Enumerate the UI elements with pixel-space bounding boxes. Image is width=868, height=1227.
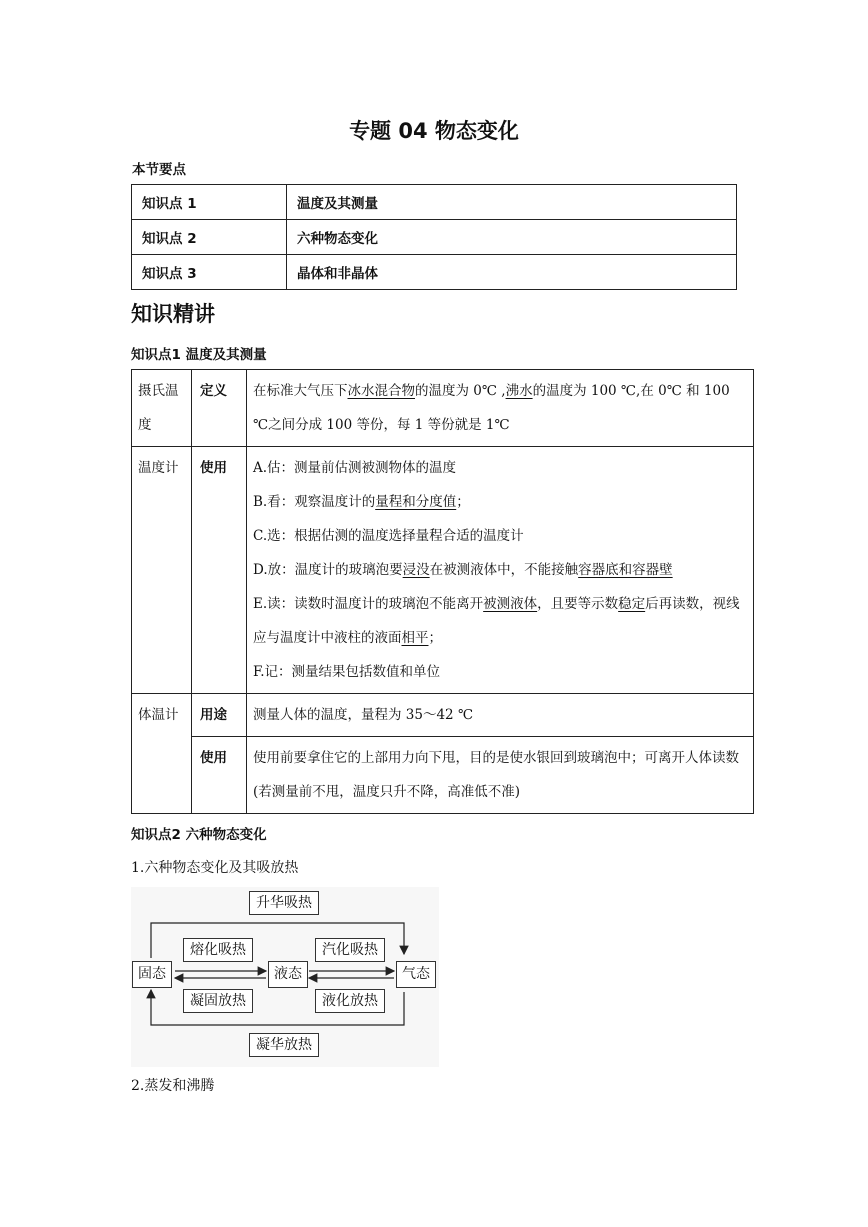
text-line: F.记：测量结果包括数值和单位: [253, 664, 441, 680]
sub-cell: 定义: [192, 370, 247, 447]
text-line: A.估：测量前估测被测物体的温度: [253, 460, 457, 476]
vaporization-label: 汽化吸热: [315, 938, 385, 962]
content-cell: 使用前要拿住它的上部用力向下甩，目的是使水银回到玻璃泡中；可离开人体读数(若测量前不甩，温度只升不降，高准低不准): [247, 737, 754, 814]
table-row: [132, 694, 754, 737]
text-line: E.读：读数时温度计的玻璃泡不能离开被测液体，且要等示数稳定后再读数，视线应与温度计中液柱的液面相平；: [253, 596, 740, 646]
content-cell: 在标准大气压下冰水混合物的温度为 0℃ ,沸水的温度为 100 ℃,在 0℃ 和 100 ℃之间分成 100 等份，每 1 等份就是 1℃: [247, 370, 754, 447]
key-point-topic: 温度及其测量: [287, 185, 737, 220]
liquid-state: 液态: [268, 961, 308, 988]
category-cell: 温度计: [132, 447, 192, 694]
solid-state: 固态: [132, 961, 172, 988]
text-line: B.看：观察温度计的量程和分度值；: [253, 494, 470, 510]
phase-change-diagram: [131, 887, 439, 1067]
table-row: [132, 185, 737, 220]
text-line: D.放：温度计的玻璃泡要浸没在被测液体中，不能接触容器底和容器壁: [253, 562, 673, 578]
text-line: C.选：根据估测的温度选择量程合适的温度计: [253, 528, 524, 544]
table-row: [132, 370, 754, 447]
k1-heading: 知识点1 温度及其测量: [131, 347, 267, 363]
content-cell: 测量人体的温度，量程为 35～42 ℃: [247, 694, 754, 737]
key-point-label: 知识点 3: [132, 255, 287, 290]
liquefaction-label: 液化放热: [315, 989, 385, 1013]
key-point-label: 知识点 2: [132, 220, 287, 255]
k2-heading: 知识点2 六种物态变化: [131, 827, 267, 843]
category-cell: 体温计: [132, 694, 192, 814]
key-point-topic: 六种物态变化: [287, 220, 737, 255]
key-points-table: [131, 184, 737, 290]
content-cell: [247, 447, 754, 694]
sub-cell: 用途: [192, 694, 247, 737]
freezing-label: 凝固放热: [183, 989, 253, 1013]
key-points-heading: 本节要点: [132, 162, 186, 178]
k2-item-2: 2.蒸发和沸腾: [131, 1078, 215, 1094]
gas-state: 气态: [396, 961, 436, 988]
k2-item-1: 1.六种物态变化及其吸放热: [131, 860, 299, 876]
key-point-topic: 晶体和非晶体: [287, 255, 737, 290]
melting-label: 熔化吸热: [183, 938, 253, 962]
sublimation-label: 升华吸热: [249, 891, 319, 915]
sub-cell: 使用: [192, 447, 247, 694]
table-row: [132, 737, 754, 814]
table-row: [132, 220, 737, 255]
sub-cell: 使用: [192, 737, 247, 814]
table-row: [132, 447, 754, 694]
table-row: [132, 255, 737, 290]
key-point-label: 知识点 1: [132, 185, 287, 220]
deposition-label: 凝华放热: [249, 1033, 319, 1057]
section-heading: 知识精讲: [131, 302, 215, 326]
category-cell: 摄氏温度: [132, 370, 192, 447]
k1-table: [131, 369, 754, 814]
page-title: 专题 04 物态变化: [349, 119, 519, 143]
